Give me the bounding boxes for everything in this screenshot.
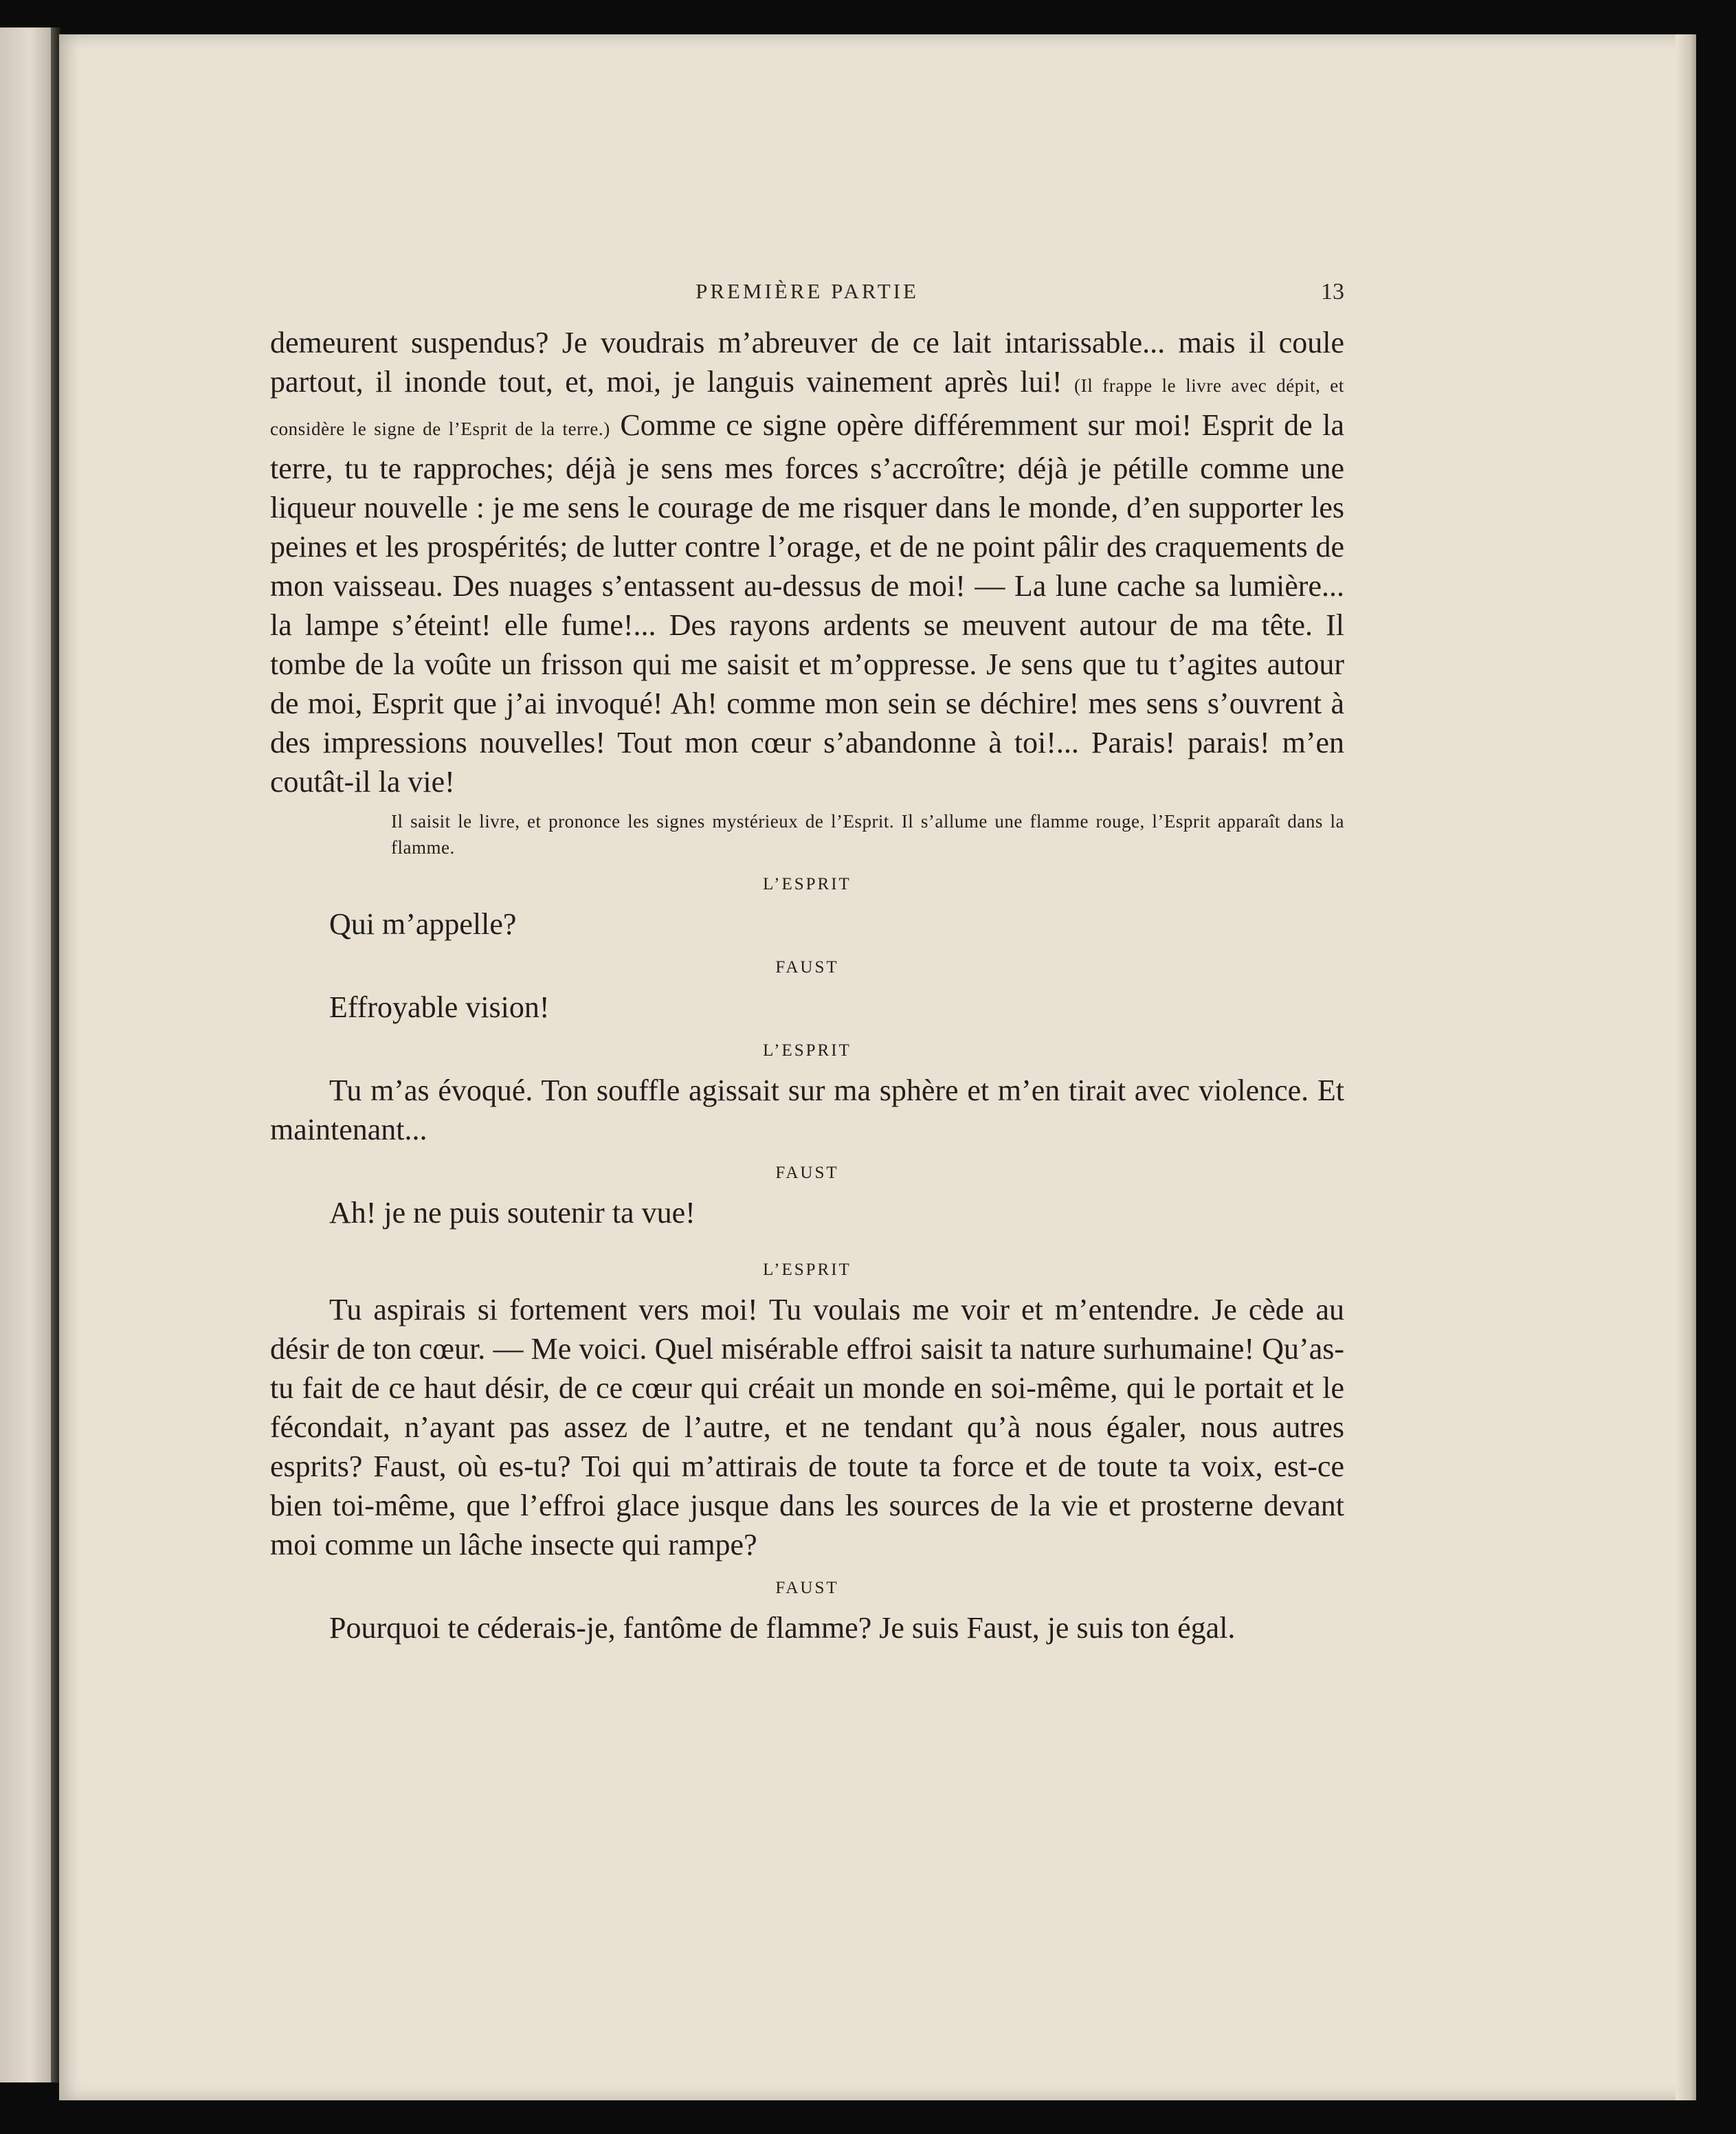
paragraph-text: demeurent suspendus? Je voudrais m’abreuver de ce lait intarissable... mais il coule partout, il inonde tout, et, moi, je languis vainement après lui! <box>270 326 1344 399</box>
dialogue-line: Pourquoi te céderais-je, fantôme de flamme? Je suis Faust, je suis ton égal. <box>329 1611 1236 1645</box>
speaker-name: FAUST <box>775 1579 839 1597</box>
dialogue-line: Tu m’as évoqué. Ton souffle agissait sur ma sphère et m’en tirait avec violence. Et maintenant... <box>270 1074 1344 1146</box>
speaker-name: FAUST <box>775 958 839 977</box>
paragraph-text: Comme ce signe opère différemment sur moi! Esprit de la terre, tu te rapproches; déjà je sens mes forces s’accroître; déjà je pétille comme une liqueur nouvelle : je me sens le courage de me risquer dans le monde, d’en supporter les peines et les prospérités; de lutter contre l’orage, et de ne point pâlir des craquements de mon vaisseau. Des nuages s’entassent au-dessus de moi! — La lune cache sa lumière... la lampe s’éteint! elle fume!... Des rayons ardents se meuvent autour de ma tête. Il tombe de la voûte un frisson qui me saisit et m’oppresse. Je sens que tu t’agites autour de moi, Esprit que j’ai invoqué! Ah! comme mon sein se déchire! mes sens s’ouvrent à des impressions nouvelles! Tout mon cœur s’abandonne à toi!... Parais! parais! m’en coutât-il la vie! <box>270 408 1344 799</box>
speaker-name: L’ESPRIT <box>763 875 852 893</box>
speaker-name: L’ESPRIT <box>763 1041 852 1060</box>
dialogue-line: Tu aspirais si fortement vers moi! Tu voulais me voir et m’entendre. Je cède au désir de ton cœur. — Me voici. Quel misérable effroi saisit ta nature surhumaine! Qu’as-tu fait de ce haut désir, de ce cœur qui créait un monde en soi-même, qui le portait et le fécondait, n’ayant pas assez de l’autre, et ne tendant qu’à nous égaler, nous autres esprits? Faust, où es-tu? Toi qui m’attirais de toute ta force et de toute ta voix, est-ce bien toi-même, que l’effroi glace jusque dans les sources de la vie et prosterne devant moi comme un lâche insecte qui rampe? <box>270 1293 1344 1561</box>
dialogue-line: Ah! je ne puis soutenir ta vue! <box>329 1196 695 1230</box>
page-header <box>270 274 1344 312</box>
page-body <box>270 323 1344 1647</box>
speaker-name: L’ESPRIT <box>763 1260 852 1279</box>
paragraph <box>270 323 1344 801</box>
previous-page-edge <box>0 27 51 2082</box>
running-title: PREMIÈRE PARTIE <box>695 279 919 303</box>
speaker-name: FAUST <box>775 1164 839 1182</box>
page-number: 13 <box>1321 279 1344 304</box>
stage-direction: Il saisit le livre, et prononce les signes mystérieux de l’Esprit. Il s’allume une flamme rouge, l’Esprit apparaît dans la flamme. <box>391 811 1344 858</box>
dialogue-line: Effroyable vision! <box>329 990 550 1024</box>
dialogue-line: Qui m’appelle? <box>329 907 517 941</box>
page-edge <box>1676 34 1696 2100</box>
inline-stage-direction: (Il frappe le livre avec dépit, et considère le signe de l’Esprit de la terre.) <box>270 375 1344 439</box>
